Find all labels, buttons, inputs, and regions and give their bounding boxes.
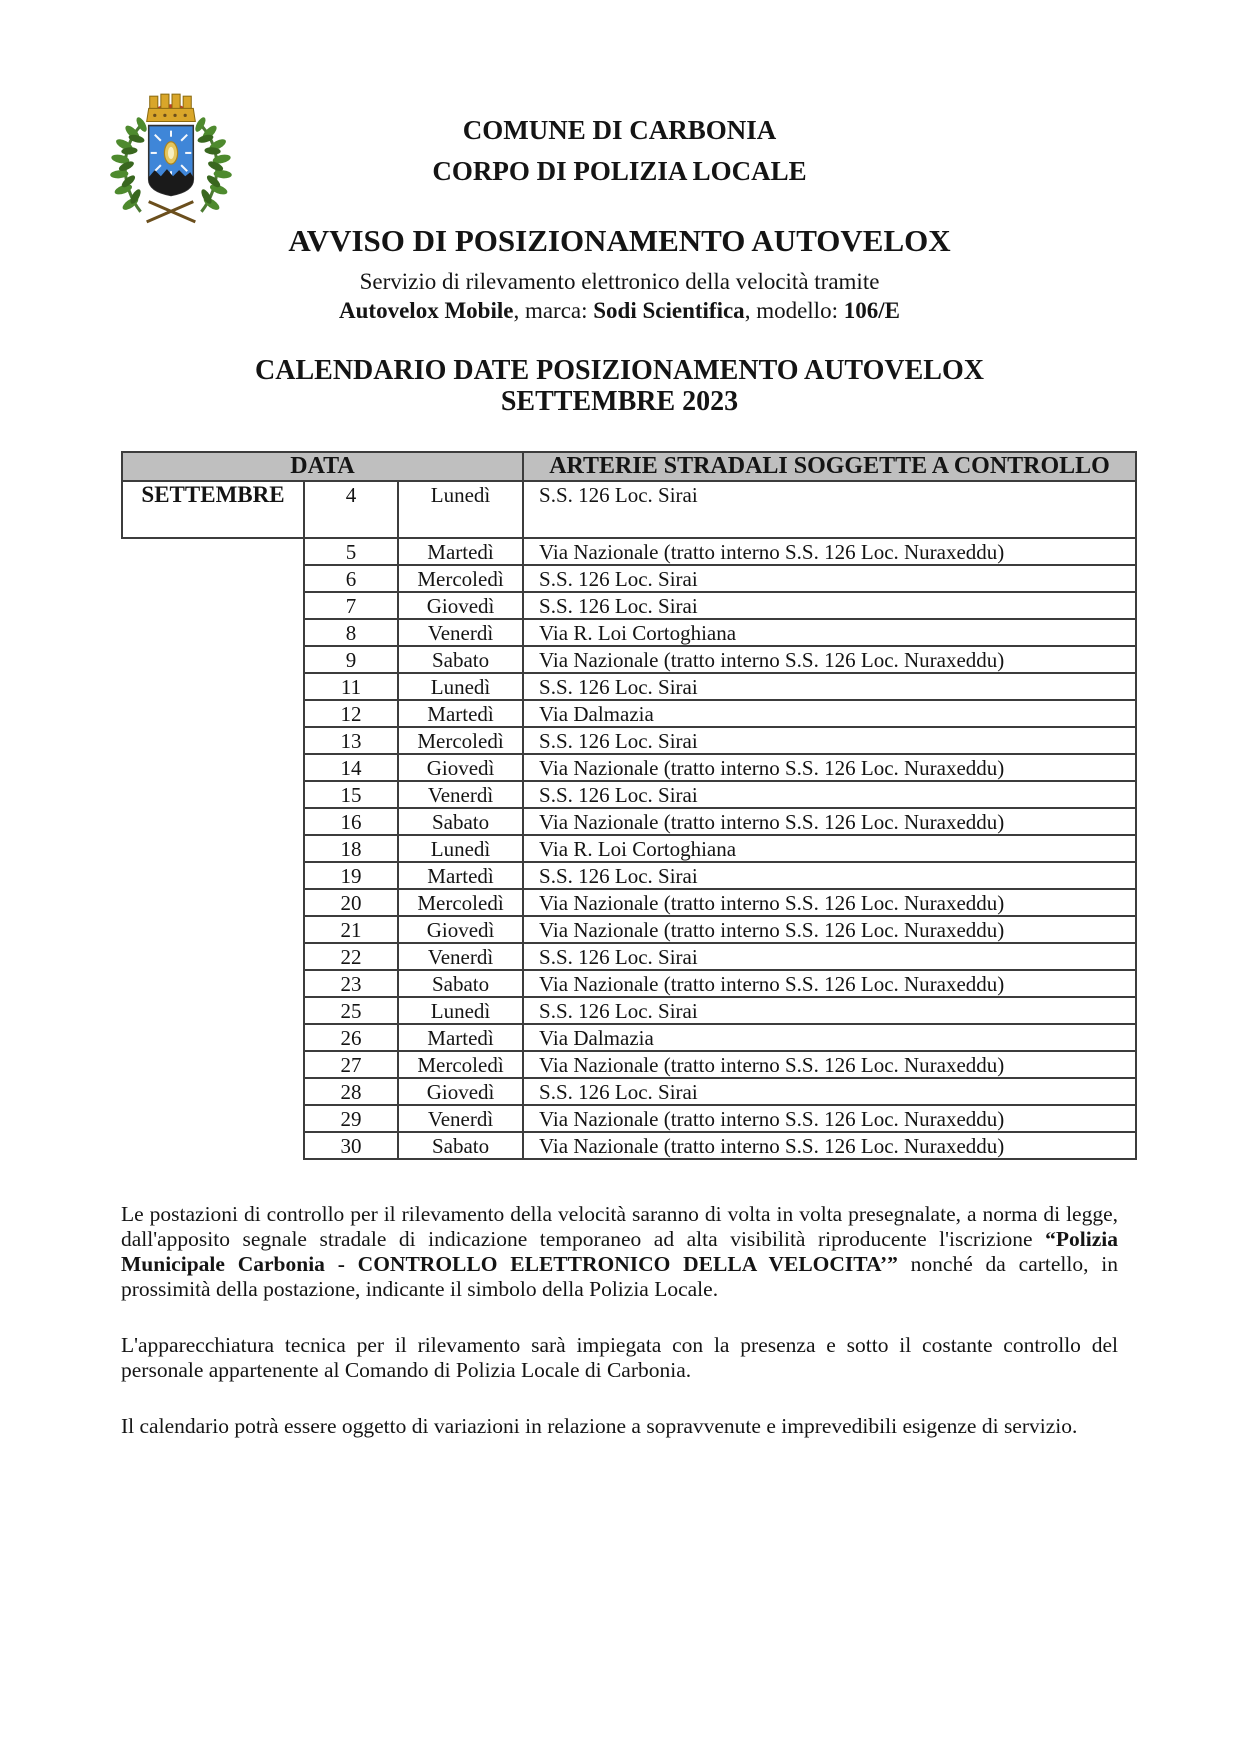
date-cell: 11 (304, 673, 398, 700)
day-cell: Venerdì (398, 943, 523, 970)
month-cell: SETTEMBRE (122, 481, 304, 538)
table-row (122, 727, 1136, 754)
day-cell: Mercoledì (398, 1051, 523, 1078)
table-row (122, 1051, 1136, 1078)
paragraph-presignal-notice (121, 1202, 1118, 1302)
day-cell: Mercoledì (398, 565, 523, 592)
date-cell: 21 (304, 916, 398, 943)
date-cell: 6 (304, 565, 398, 592)
data-column-header: DATA (122, 452, 523, 481)
table-row (122, 781, 1136, 808)
month-cell-empty (122, 673, 304, 700)
table-row (122, 970, 1136, 997)
street-cell: Via Dalmazia (523, 1024, 1136, 1051)
month-cell-empty (122, 1078, 304, 1105)
date-cell: 9 (304, 646, 398, 673)
date-cell: 25 (304, 997, 398, 1024)
date-cell: 20 (304, 889, 398, 916)
month-cell-empty (122, 538, 304, 565)
month-cell-empty (122, 700, 304, 727)
table-row (122, 646, 1136, 673)
table-row (122, 673, 1136, 700)
street-cell: S.S. 126 Loc. Sirai (523, 781, 1136, 808)
street-cell: Via R. Loi Cortoghiana (523, 619, 1136, 646)
street-cell: Via Nazionale (tratto interno S.S. 126 Loc. Nuraxeddu) (523, 538, 1136, 565)
day-cell: Mercoledì (398, 889, 523, 916)
modello-label: , modello: (744, 298, 844, 323)
table-row (122, 1024, 1136, 1051)
day-cell: Sabato (398, 808, 523, 835)
table-row (122, 592, 1136, 619)
day-cell: Venerdì (398, 1105, 523, 1132)
street-cell: Via Nazionale (tratto interno S.S. 126 Loc. Nuraxeddu) (523, 916, 1136, 943)
street-cell: S.S. 126 Loc. Sirai (523, 943, 1136, 970)
day-cell: Martedì (398, 1024, 523, 1051)
month-cell-empty (122, 1132, 304, 1159)
month-cell-empty (122, 862, 304, 889)
date-cell: 5 (304, 538, 398, 565)
calendar-title-line1: CALENDARIO DATE POSIZIONAMENTO AUTOVELOX (255, 355, 984, 386)
street-cell: S.S. 126 Loc. Sirai (523, 1078, 1136, 1105)
date-cell: 18 (304, 835, 398, 862)
street-cell: S.S. 126 Loc. Sirai (523, 997, 1136, 1024)
day-cell: Lunedì (398, 481, 523, 538)
date-cell: 8 (304, 619, 398, 646)
marca-label: , marca: (513, 298, 594, 323)
notice-title: AVVISO DI POSIZIONAMENTO AUTOVELOX (288, 223, 951, 258)
table-row (122, 538, 1136, 565)
month-cell-empty (122, 835, 304, 862)
month-cell-empty (122, 619, 304, 646)
p1-bold-inscription: “Polizia Municipale Carbonia - CONTROLLO ELETTRONICO DELLA VELOCITA’” (121, 1227, 1118, 1276)
month-cell-empty (122, 754, 304, 781)
department-title: CORPO DI POLIZIA LOCALE (432, 156, 807, 186)
table-row (122, 889, 1136, 916)
day-cell: Giovedì (398, 1078, 523, 1105)
street-cell: Via Nazionale (tratto interno S.S. 126 Loc. Nuraxeddu) (523, 970, 1136, 997)
street-cell: Via Dalmazia (523, 700, 1136, 727)
month-cell-empty (122, 1051, 304, 1078)
date-cell: 7 (304, 592, 398, 619)
month-cell-empty (122, 646, 304, 673)
p1-text-end: nonché da cartello, in prossimità della postazione, indicante il simbolo della Polizia Locale. (121, 1252, 1119, 1301)
day-cell: Lunedì (398, 673, 523, 700)
street-cell: Via Nazionale (tratto interno S.S. 126 Loc. Nuraxeddu) (523, 1105, 1136, 1132)
day-cell: Giovedì (398, 754, 523, 781)
table-row (122, 1078, 1136, 1105)
table-row (122, 700, 1136, 727)
table-row (122, 565, 1136, 592)
table-row (122, 835, 1136, 862)
table-row (122, 943, 1136, 970)
table-row (122, 916, 1136, 943)
streets-column-header: ARTERIE STRADALI SOGGETTE A CONTROLLO (523, 452, 1136, 481)
month-cell-empty (122, 1024, 304, 1051)
date-cell: 22 (304, 943, 398, 970)
notice-subtitle-line2 (121, 296, 1118, 325)
month-cell-empty (122, 916, 304, 943)
street-cell: S.S. 126 Loc. Sirai (523, 862, 1136, 889)
month-cell-empty (122, 997, 304, 1024)
table-row (122, 1105, 1136, 1132)
table-row (122, 808, 1136, 835)
paragraph-equipment: L'apparecchiatura tecnica per il rilevamento sarà impiegata con la presenza e sotto il costante controllo del personale appartenente al Comando di Polizia Locale di Carbonia. (121, 1333, 1118, 1382)
street-cell: S.S. 126 Loc. Sirai (523, 727, 1136, 754)
calendar-title (121, 355, 1118, 417)
brand-name: Sodi Scientifica (593, 298, 745, 323)
day-cell: Martedì (398, 862, 523, 889)
month-cell-empty (122, 889, 304, 916)
month-cell-empty (122, 781, 304, 808)
street-cell: Via Nazionale (tratto interno S.S. 126 Loc. Nuraxeddu) (523, 646, 1136, 673)
day-cell: Martedì (398, 700, 523, 727)
day-cell: Lunedì (398, 835, 523, 862)
p1-text-start: Le postazioni di controllo per il rilevamento della velocità saranno di volta in volta presegnalate, a norma di legge, dall'apposito segnale stradale di indicazione temporaneo ad alta visibilità riproducente l'iscrizione (121, 1202, 1118, 1251)
date-cell: 13 (304, 727, 398, 754)
street-cell: S.S. 126 Loc. Sirai (523, 592, 1136, 619)
table-row (122, 481, 1136, 538)
street-cell: Via Nazionale (tratto interno S.S. 126 Loc. Nuraxeddu) (523, 889, 1136, 916)
date-cell: 26 (304, 1024, 398, 1051)
date-cell: 29 (304, 1105, 398, 1132)
day-cell: Mercoledì (398, 727, 523, 754)
date-cell: 16 (304, 808, 398, 835)
table-row (122, 754, 1136, 781)
month-cell-empty (122, 970, 304, 997)
table-header-row (122, 452, 1136, 481)
table-row (122, 1132, 1136, 1159)
paragraph-schedule-changes: Il calendario potrà essere oggetto di variazioni in relazione a sopravvenute e imprevedibili esigenze di servizio. (121, 1414, 1078, 1438)
day-cell: Venerdì (398, 619, 523, 646)
day-cell: Martedì (398, 538, 523, 565)
calendar-title-line2: SETTEMBRE 2023 (500, 386, 739, 417)
street-cell: S.S. 126 Loc. Sirai (523, 673, 1136, 700)
month-cell-empty (122, 592, 304, 619)
day-cell: Sabato (398, 1132, 523, 1159)
month-cell-empty (122, 1105, 304, 1132)
street-cell: S.S. 126 Loc. Sirai (523, 565, 1136, 592)
month-cell-empty (122, 727, 304, 754)
device-name: Autovelox Mobile (339, 298, 514, 323)
street-cell: Via Nazionale (tratto interno S.S. 126 Loc. Nuraxeddu) (523, 808, 1136, 835)
table-row (122, 997, 1136, 1024)
table-row (122, 862, 1136, 889)
date-cell: 30 (304, 1132, 398, 1159)
table-row (122, 619, 1136, 646)
month-cell-empty (122, 565, 304, 592)
date-cell: 19 (304, 862, 398, 889)
street-cell: Via Nazionale (tratto interno S.S. 126 Loc. Nuraxeddu) (523, 1132, 1136, 1159)
day-cell: Giovedì (398, 916, 523, 943)
date-cell: 28 (304, 1078, 398, 1105)
day-cell: Sabato (398, 646, 523, 673)
day-cell: Lunedì (398, 997, 523, 1024)
street-cell: Via R. Loi Cortoghiana (523, 835, 1136, 862)
date-cell: 12 (304, 700, 398, 727)
date-cell: 14 (304, 754, 398, 781)
day-cell: Venerdì (398, 781, 523, 808)
notice-subtitle-line1: Servizio di rilevamento elettronico della velocità tramite (359, 269, 880, 294)
date-cell: 4 (304, 481, 398, 538)
day-cell: Sabato (398, 970, 523, 997)
date-cell: 27 (304, 1051, 398, 1078)
street-cell: S.S. 126 Loc. Sirai (523, 481, 1136, 538)
day-cell: Giovedì (398, 592, 523, 619)
month-cell-empty (122, 943, 304, 970)
model-number: 106/E (843, 298, 900, 323)
street-cell: Via Nazionale (tratto interno S.S. 126 Loc. Nuraxeddu) (523, 1051, 1136, 1078)
municipality-title: COMUNE DI CARBONIA (462, 115, 777, 145)
date-cell: 15 (304, 781, 398, 808)
autovelox-calendar-table (121, 451, 1137, 1160)
date-cell: 23 (304, 970, 398, 997)
month-cell-empty (122, 808, 304, 835)
street-cell: Via Nazionale (tratto interno S.S. 126 Loc. Nuraxeddu) (523, 754, 1136, 781)
document-content (121, 0, 1135, 1439)
